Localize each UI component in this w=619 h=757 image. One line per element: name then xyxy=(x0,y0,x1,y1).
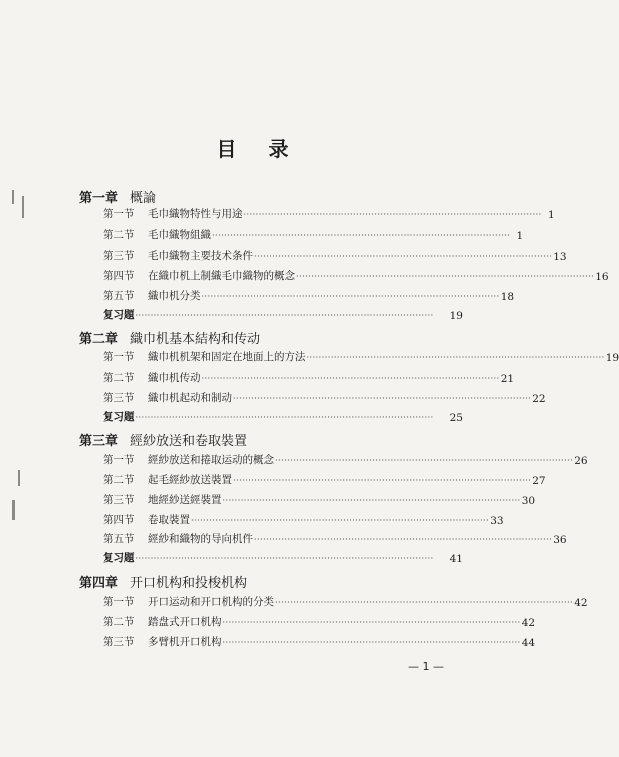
chapter-number: 第三章 xyxy=(79,434,119,449)
page-number: 16 xyxy=(595,271,609,283)
scan-mark xyxy=(18,470,20,486)
section-title: 开口运动和开口机构的分类 xyxy=(148,596,274,608)
section-title: 經紗和織物的导向机件 xyxy=(148,533,253,545)
dot-leader: ·································································································· xyxy=(254,252,553,261)
page-number: 1 xyxy=(516,230,524,242)
toc-entry[interactable] xyxy=(103,491,536,507)
dot-leader: ·································································································· xyxy=(222,618,521,627)
section-title: 复习題 xyxy=(103,552,135,564)
section-number: 第一节 xyxy=(103,454,135,466)
page-number: 21 xyxy=(500,373,515,385)
dot-leader: ·································································································· xyxy=(135,554,434,563)
chapter-title: 概論 xyxy=(130,191,157,206)
page-number: 22 xyxy=(532,393,546,405)
page-number: 33 xyxy=(490,515,504,527)
chapter-heading xyxy=(79,572,247,591)
section-number: 第一节 xyxy=(103,208,135,220)
dot-leader: ·································································································· xyxy=(222,638,521,647)
section-title: 卷取裝置 xyxy=(148,514,190,526)
dot-leader: ·································································································· xyxy=(135,413,434,422)
section-number: 第二节 xyxy=(103,229,135,241)
section-number: 第三节 xyxy=(103,392,135,404)
chapter-number: 第一章 xyxy=(79,191,119,206)
section-title: 織巾机分类 xyxy=(148,290,201,302)
chapter-number: 第四章 xyxy=(79,576,119,591)
toc-entry-review[interactable] xyxy=(103,306,463,322)
page-title-char-1: 目 xyxy=(216,137,237,161)
toc-entry[interactable] xyxy=(103,451,588,467)
page-number: 13 xyxy=(553,251,567,263)
page-title-char-2: 录 xyxy=(268,137,289,161)
dot-leader: ·································································································· xyxy=(222,496,521,505)
toc-entry-review[interactable] xyxy=(103,549,463,565)
page-number: 19 xyxy=(605,352,619,364)
section-title: 經紗放送和捲取运动的概念 xyxy=(148,454,274,466)
toc-entry[interactable] xyxy=(103,613,536,629)
section-title: 在織巾机上制織毛巾織物的概念 xyxy=(148,270,295,282)
chapter-title: 織巾机基本結构和传动 xyxy=(130,332,261,347)
dot-leader: ·································································································· xyxy=(296,272,595,281)
dot-leader: ·································································································· xyxy=(243,210,542,219)
dot-leader: ·································································································· xyxy=(275,456,574,465)
toc-entry[interactable] xyxy=(103,633,536,649)
dot-leader: ·································································································· xyxy=(275,598,574,607)
section-number: 第一节 xyxy=(103,596,135,608)
chapter-heading xyxy=(79,187,156,206)
section-title: 毛巾織物組織 xyxy=(148,229,211,241)
toc-entry[interactable] xyxy=(103,348,619,364)
section-number: 第三节 xyxy=(103,250,135,262)
dot-leader: ·································································································· xyxy=(201,374,500,383)
chapter-number: 第二章 xyxy=(79,332,119,347)
section-title: 織巾机传动 xyxy=(148,372,201,384)
page-footer-number: — 1 — xyxy=(408,660,444,673)
section-title: 毛巾織物特性与用途 xyxy=(148,208,243,220)
page-number: 30 xyxy=(521,495,536,507)
section-number: 第三节 xyxy=(103,494,135,506)
page-number: 25 xyxy=(449,412,463,424)
toc-entry[interactable] xyxy=(103,226,524,242)
chapter-heading xyxy=(79,328,260,347)
toc-entry[interactable] xyxy=(103,471,546,487)
chapter-title: 开口机构和投梭机构 xyxy=(130,576,248,591)
scan-mark xyxy=(12,500,15,520)
section-number: 第四节 xyxy=(103,514,135,526)
dot-leader: ·································································································· xyxy=(212,231,511,240)
toc-entry[interactable] xyxy=(103,511,504,527)
section-title: 复习題 xyxy=(103,411,135,423)
toc-entry[interactable] xyxy=(103,369,515,385)
dot-leader: ·································································································· xyxy=(233,476,532,485)
chapter-heading xyxy=(79,430,247,449)
section-number: 第五节 xyxy=(103,290,135,302)
section-title: 复习題 xyxy=(103,309,135,321)
scan-mark xyxy=(22,196,24,218)
page-number: 42 xyxy=(574,597,588,609)
section-title: 多臂机开口机构 xyxy=(148,636,222,648)
section-number: 第二节 xyxy=(103,474,135,486)
toc-entry[interactable] xyxy=(103,247,567,263)
dot-leader: ·································································································· xyxy=(254,535,553,544)
section-title: 織巾机起动和制动 xyxy=(148,392,232,404)
page-number: 18 xyxy=(500,291,515,303)
chapter-title: 經紗放送和卷取裝置 xyxy=(130,434,248,449)
section-title: 地經紗送經裝置 xyxy=(148,494,222,506)
section-number: 第四节 xyxy=(103,270,135,282)
page-title xyxy=(0,133,505,162)
page-number: 42 xyxy=(521,617,536,629)
dot-leader: ·································································································· xyxy=(306,353,605,362)
toc-entry[interactable] xyxy=(103,205,555,221)
toc-entry[interactable] xyxy=(103,530,567,546)
page-number: 27 xyxy=(532,475,546,487)
page-number: 36 xyxy=(553,534,567,546)
dot-leader: ·································································································· xyxy=(201,292,500,301)
section-number: 第二节 xyxy=(103,616,135,628)
dot-leader: ·································································································· xyxy=(191,516,490,525)
section-number: 第一节 xyxy=(103,351,135,363)
dot-leader: ·································································································· xyxy=(135,311,434,320)
dot-leader: ·································································································· xyxy=(233,394,532,403)
page-number: 26 xyxy=(574,455,588,467)
toc-entry-review[interactable] xyxy=(103,408,463,424)
page-number: 41 xyxy=(449,553,463,565)
toc-entry[interactable] xyxy=(103,287,515,303)
page-number: 1 xyxy=(548,209,555,221)
section-number: 第五节 xyxy=(103,533,135,545)
toc-entry[interactable] xyxy=(103,267,609,283)
page-number: 44 xyxy=(521,637,536,649)
scan-mark xyxy=(12,190,14,204)
section-number: 第三节 xyxy=(103,636,135,648)
page-number: 19 xyxy=(449,310,463,322)
section-title: 織巾机机架和固定在地面上的方法 xyxy=(148,351,306,363)
section-title: 踏盘式开口机构 xyxy=(148,616,222,628)
section-title: 毛巾織物主要技术条件 xyxy=(148,250,253,262)
section-number: 第二节 xyxy=(103,372,135,384)
toc-entry[interactable] xyxy=(103,389,546,405)
toc-entry[interactable] xyxy=(103,593,588,609)
section-title: 起毛經紗放送裝置 xyxy=(148,474,232,486)
